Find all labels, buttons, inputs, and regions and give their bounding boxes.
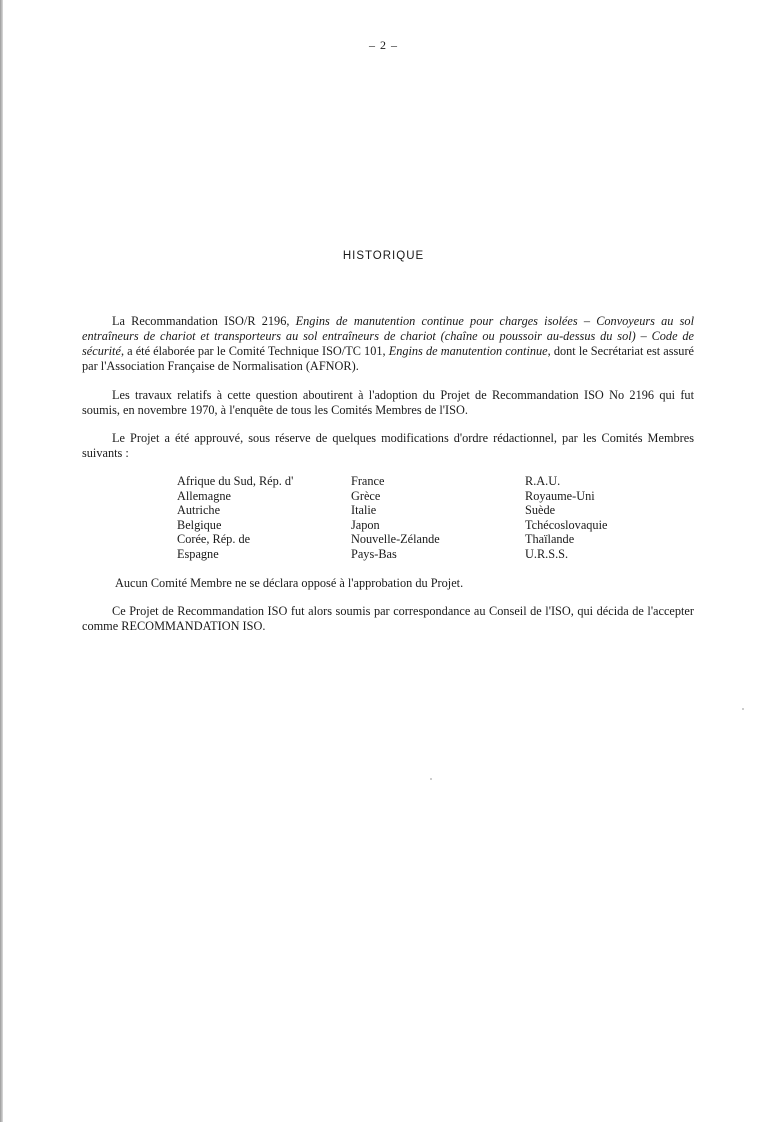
country-item: Autriche — [177, 503, 221, 518]
scan-speck — [430, 778, 432, 780]
paragraph-text: Le Projet a été approuvé, sous réserve de quelques modifications d'ordre rédactionnel, par les Comités Membres suivants : — [82, 431, 694, 460]
countries-column-3 — [525, 474, 675, 562]
scan-speck — [742, 708, 744, 710]
country-item: R.A.U. — [525, 474, 561, 488]
page-title: HISTORIQUE — [342, 250, 425, 262]
member-countries-list — [177, 474, 675, 562]
country-item: Allemagne — [177, 488, 231, 503]
country-item: Espagne — [177, 546, 219, 561]
paragraph-text: , a été élaborée par le Comité Technique ISO/TC 101, — [120, 344, 389, 358]
country-item: Pays-Bas — [351, 546, 397, 561]
country-item: Grèce — [351, 488, 381, 503]
paragraph-text: Ce Projet de Recommandation ISO fut alors soumis par correspondance au Conseil de l'ISO, qui décida de l'accepter comme RECOMMANDATION ISO. — [82, 604, 694, 633]
country-item: Italie — [351, 503, 377, 518]
committee-title: Engins de manutention continue — [388, 344, 548, 358]
paragraph-acceptance — [82, 604, 694, 634]
paragraph-no-opposition — [115, 576, 675, 591]
country-item: Thaïlande — [525, 532, 575, 547]
country-item: U.R.S.S. — [525, 546, 569, 561]
recommendation-title: Engins de manutention continue pour charges isolées – Convoyeurs au sol entraîneurs de chariot et transporteurs au sol entraîneurs de chariot (chaîne ou poussoir au-dessus du sol) – Code de sécurité — [82, 314, 694, 358]
paragraph-text: Aucun Comité Membre ne se déclara opposé à l'approbation du Projet. — [115, 576, 464, 590]
countries-column-1 — [177, 474, 351, 562]
paragraph-history — [82, 314, 694, 374]
country-item: Nouvelle-Zélande — [351, 532, 440, 547]
paragraph-approval — [82, 431, 694, 461]
paragraph-text: La Recommandation ISO/R 2196, — [112, 314, 296, 328]
country-item: Royaume-Uni — [525, 488, 595, 503]
countries-column-2 — [351, 474, 525, 562]
page-number: – 2 – — [369, 38, 398, 52]
paragraph-adoption — [82, 388, 694, 418]
paragraph-text: , dont le Secrétariat est assuré par l'Association Française de Normalisation (AFNOR). — [82, 344, 695, 373]
country-item: Tchécoslovaquie — [525, 517, 608, 532]
country-item: France — [351, 474, 385, 488]
country-item: Afrique du Sud, Rép. d' — [177, 474, 294, 488]
scan-edge — [0, 0, 3, 1122]
country-item: Japon — [351, 517, 380, 532]
paragraph-text: Les travaux relatifs à cette question aboutirent à l'adoption du Projet de Recommandation ISO No 2196 qui fut soumis, en novembre 1970, à l'enquête de tous les Comités Membres de l'ISO. — [82, 388, 694, 417]
country-item: Suède — [525, 503, 556, 518]
country-item: Belgique — [177, 517, 222, 532]
country-item: Corée, Rép. de — [177, 532, 251, 547]
